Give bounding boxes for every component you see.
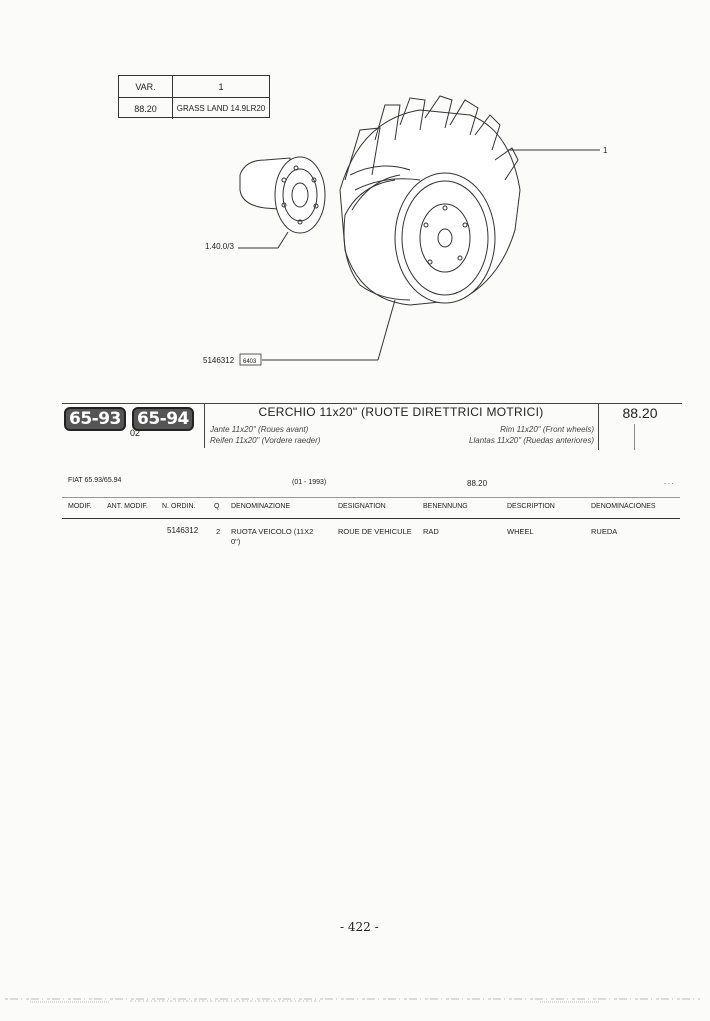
- wheel-drawing: [0, 0, 710, 400]
- callout-ref: 1.40.0/3: [205, 242, 234, 251]
- part-number: 5146312: [167, 526, 199, 535]
- part-denominazione-cont: 0"): [231, 537, 241, 546]
- var-code: 88.20: [119, 98, 173, 119]
- callout-part-number: 5146312: [203, 356, 235, 365]
- part-denominaciones: RUEDA: [591, 527, 618, 536]
- columns-bottom-rule: [62, 518, 680, 519]
- part-designation: ROUE DE VEHICULE: [338, 527, 412, 536]
- columns-top-rule: [62, 497, 680, 498]
- ref-info: 88.20: [467, 479, 488, 488]
- col-description: DESCRIPTION: [507, 503, 555, 510]
- translation-en: Rim 11x20" (Front wheels): [500, 425, 594, 434]
- page-reference: 88.20: [622, 405, 658, 421]
- model-logo-2: 65-94: [132, 407, 194, 431]
- page-number: - 422 -: [340, 920, 379, 934]
- col-ant-modif: ANT. MODIF.: [107, 503, 148, 510]
- info-dots: . . .: [664, 479, 674, 486]
- col-q: Q: [214, 503, 220, 510]
- part-quantity: 2: [216, 527, 221, 536]
- callout-1: 1: [603, 146, 608, 155]
- col-benennung: BENENNUNG: [423, 503, 468, 510]
- group-code: 02: [130, 428, 141, 438]
- hub-illustration: [240, 157, 325, 233]
- var-description: GRASS LAND 14.9LR20: [176, 104, 266, 113]
- header-divider: [598, 404, 599, 450]
- scan-noise: [0, 995, 710, 1007]
- translation-fr: Jante 11x20" (Roues avant): [210, 425, 309, 434]
- model-logo-box: [62, 404, 205, 448]
- model-info: FIAT 65.93/65.94: [68, 477, 122, 484]
- part-description: WHEEL: [507, 527, 534, 536]
- var-label: VAR.: [119, 76, 173, 97]
- model-logo-1: 65-93: [64, 407, 126, 431]
- col-denominazione: DENOMINAZIONE: [231, 503, 291, 510]
- part-denominazione: RUOTA VEICOLO (11X2: [231, 527, 314, 536]
- date-info: (01 - 1993): [292, 479, 327, 486]
- col-n-ordin: N. ORDIN.: [162, 503, 196, 510]
- translation-de: Reifen 11x20" (Vordere raeder): [210, 436, 321, 445]
- translation-es: Llantas 11x20" (Ruedas anteriores): [469, 436, 594, 445]
- header-thin-divider: [634, 424, 635, 450]
- col-denominaciones: DENOMINACIONES: [591, 503, 656, 510]
- var-number: 1: [218, 81, 224, 92]
- page-title: CERCHIO 11x20" (RUOTE DIRETTRICI MOTRICI): [258, 405, 544, 419]
- callout-part-box: 6403: [243, 359, 257, 365]
- col-designation: DESIGNATION: [338, 503, 386, 510]
- col-modif: MODIF.: [68, 503, 92, 510]
- part-benennung: RAD: [423, 527, 439, 536]
